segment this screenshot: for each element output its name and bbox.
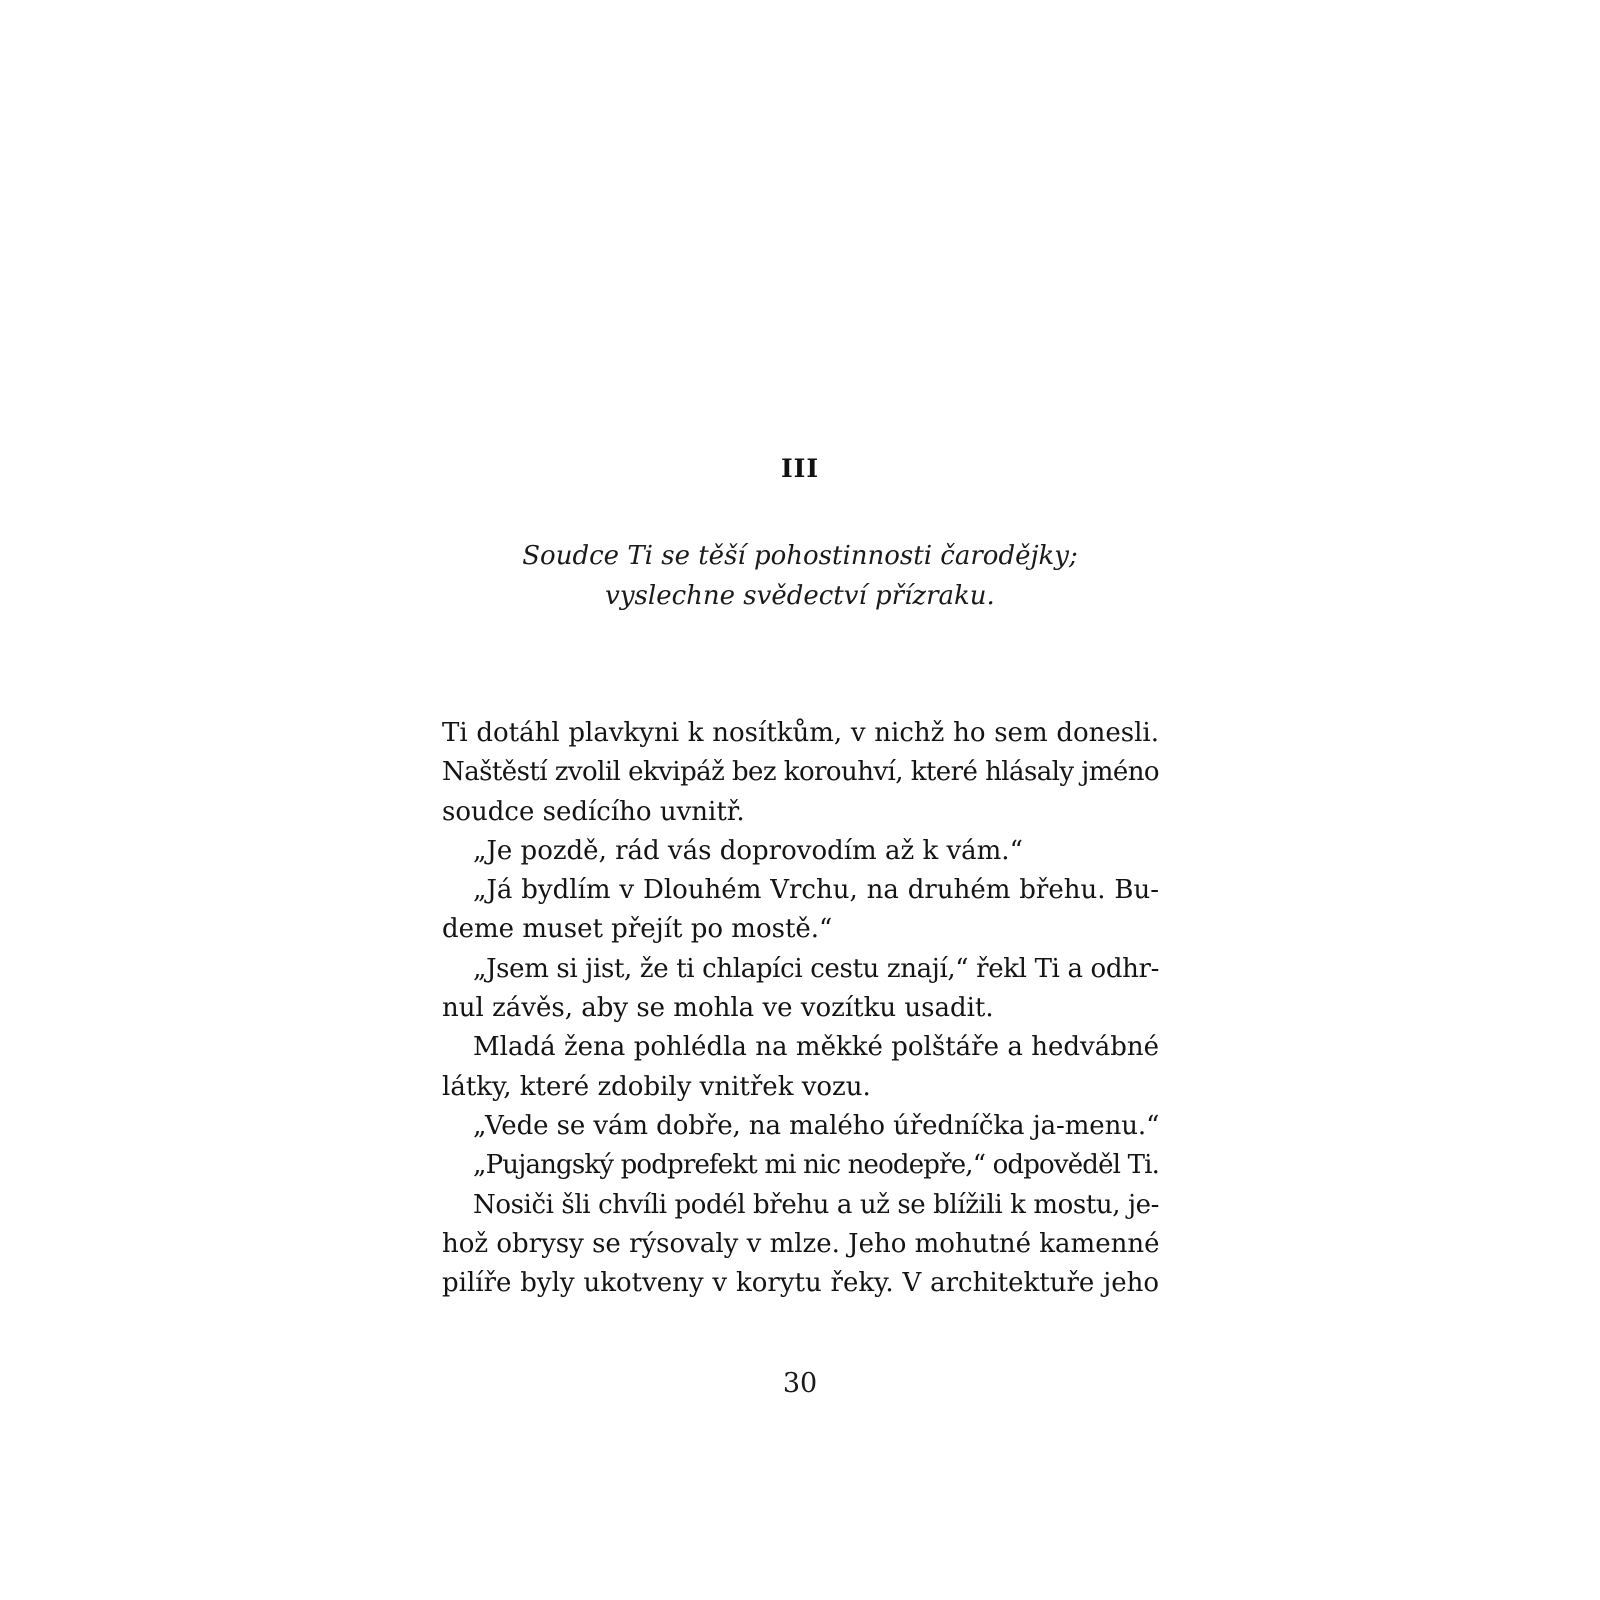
text-line: Mladá žena pohlédla na měkké polštáře a hedvábné (473, 1032, 1159, 1063)
text-line: „Jsem si jist, že ti chlapíci cestu znají,“ řekl Ti a odhr- (473, 953, 1159, 984)
text-line: „Já bydlím v Dlouhém Vrchu, na druhém břehu. Bu- (473, 875, 1159, 906)
text-line: „Vede se vám dobře, na malého úředníčka ja-menu.“ (473, 1110, 1160, 1141)
text-line: deme muset přejít po mostě.“ (442, 914, 833, 945)
text-line: Nosiči šli chvíli podél břehu a už se blížili k mostu, je- (473, 1189, 1160, 1220)
text-line: soudce sedícího uvnitř. (442, 796, 745, 827)
text-line: nul závěs, aby se mohla ve vozítku usadit. (442, 993, 994, 1024)
chapter-subtitle (0, 536, 1600, 616)
text-line: „Je pozdě, rád vás doprovodím až k vám.“ (473, 835, 1023, 866)
page-number: 30 (782, 1368, 818, 1399)
chapter-number: III (780, 454, 820, 483)
text-line: „Pujangský podprefekt mi nic neodepře,“ odpověděl Ti. (473, 1150, 1160, 1181)
chapter-subtitle-line: Soudce Ti se těší pohostinnosti čarodějky; (522, 541, 1078, 571)
text-line: Ti dotáhl plavkyni k nosítkům, v nichž ho sem donesli. (442, 718, 1159, 748)
text-line: Naštěstí zvolil ekvipáž bez korouhví, které hlásaly jméno (442, 757, 1159, 788)
chapter-subtitle-line: vyslechne svědectví přízraku. (605, 581, 995, 611)
text-line: pilíře byly ukotveny v korytu řeky. V architektuře jeho (442, 1268, 1159, 1299)
text-line: látky, které zdobily vnitřek vozu. (442, 1071, 871, 1102)
text-line: hož obrysy se rýsovaly v mlze. Jeho mohutné kamenné (442, 1228, 1160, 1259)
body-text (442, 714, 1159, 1303)
